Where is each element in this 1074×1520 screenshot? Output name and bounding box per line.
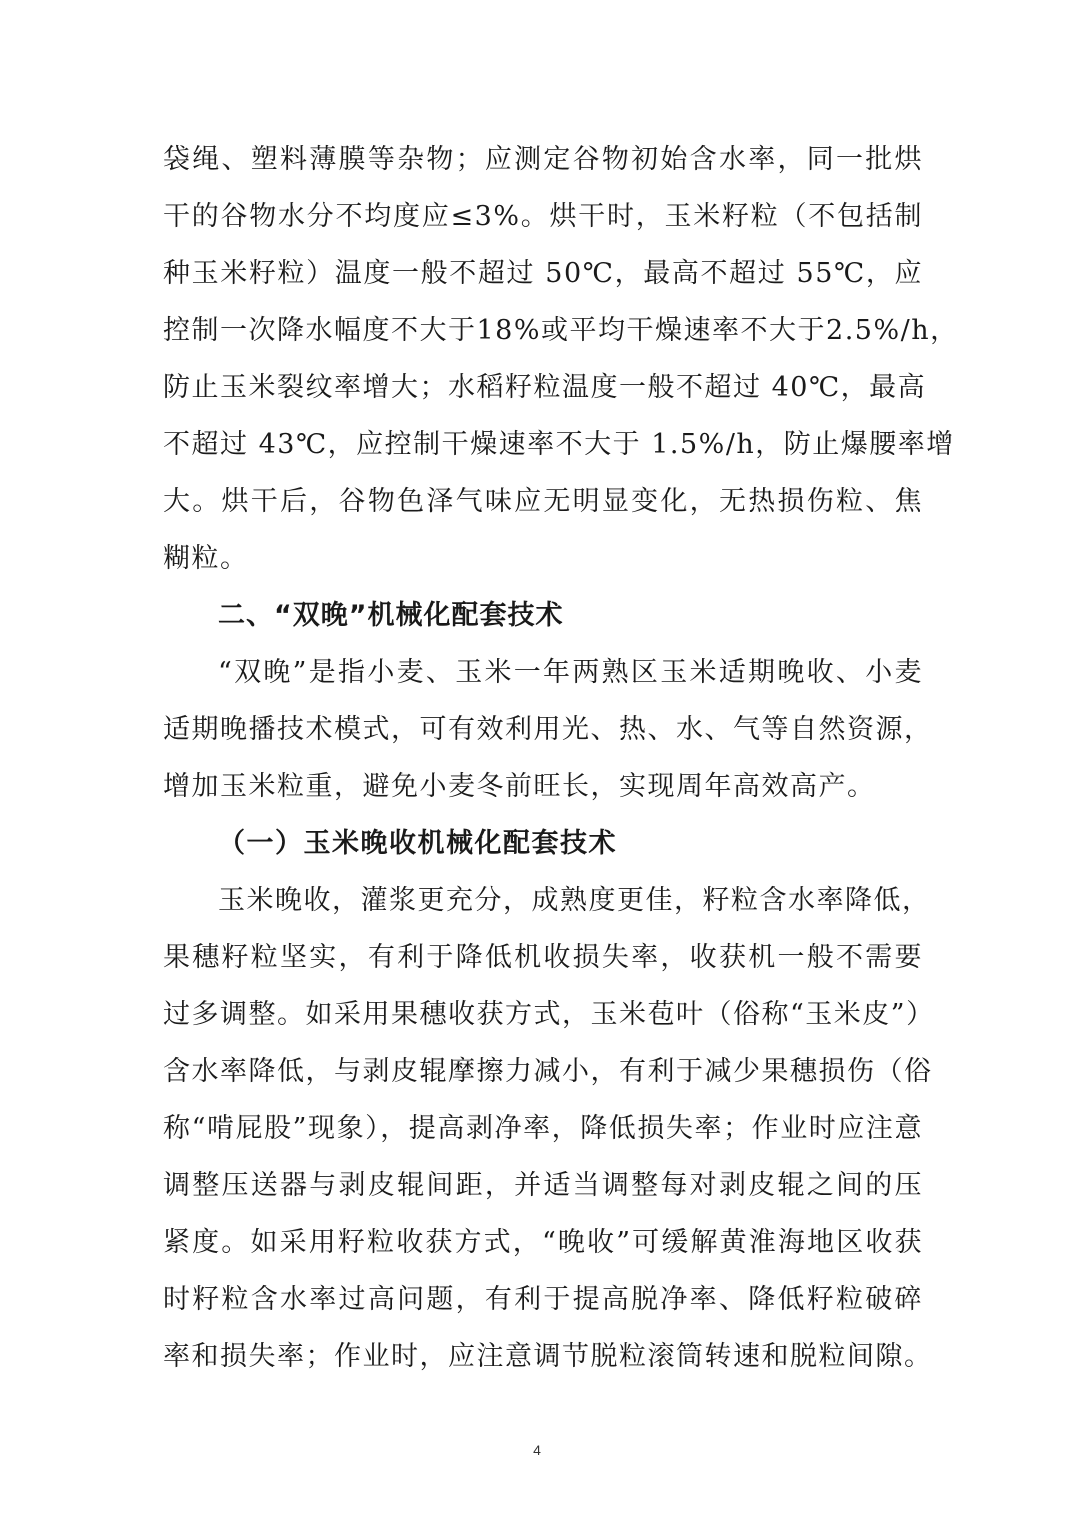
paragraph-line: 增加玉米粒重，避免小麦冬前旺长，实现周年高效高产。	[163, 771, 876, 802]
subsection-heading: （一）玉米晚收机械化配套技术	[218, 828, 617, 859]
paragraph-line: 紧度。如采用籽粒收获方式，“晚收”可缓解黄淮海地区收获	[163, 1227, 923, 1258]
page-number: 4	[533, 1442, 541, 1458]
paragraph-line: 调整压送器与剥皮辊间距，并适当调整每对剥皮辊之间的压	[163, 1170, 923, 1201]
paragraph-line: 玉米晚收，灌浆更充分，成熟度更佳，籽粒含水率降低，	[218, 885, 931, 916]
section-heading: 二、“双晚”机械化配套技术	[218, 600, 564, 631]
paragraph-line: “双晚”是指小麦、玉米一年两熟区玉米适期晚收、小麦	[218, 657, 923, 688]
paragraph-line: 大。烘干后，谷物色泽气味应无明显变化，无热损伤粒、焦	[163, 486, 923, 517]
paragraph-line: 含水率降低，与剥皮辊摩擦力减小，有利于减少果穗损伤（俗	[163, 1056, 933, 1087]
paragraph-line: 糊粒。	[163, 543, 249, 574]
paragraph-line: 不超过 43℃，应控制干燥速率不大于 1.5%/h，防止爆腰率增	[163, 429, 955, 460]
paragraph-line: 时籽粒含水率过高问题，有利于提高脱净率、降低籽粒破碎	[163, 1284, 923, 1315]
paragraph-line: 果穗籽粒坚实，有利于降低机收损失率，收获机一般不需要	[163, 942, 923, 973]
paragraph-line: 防止玉米裂纹率增大；水稻籽粒温度一般不超过 40℃，最高	[163, 372, 927, 403]
paragraph-line: 干的谷物水分不均度应≤3%。烘干时，玉米籽粒（不包括制	[163, 201, 923, 232]
paragraph-line: 适期晚播技术模式，可有效利用光、热、水、气等自然资源，	[163, 714, 933, 745]
paragraph-line: 过多调整。如采用果穗收获方式，玉米苞叶（俗称“玉米皮”）	[163, 999, 935, 1030]
paragraph-line: 控制一次降水幅度不大于18%或平均干燥速率不大于2.5%/h，	[163, 315, 959, 346]
paragraph-line: 率和损失率；作业时，应注意调节脱粒滚筒转速和脱粒间隙。	[163, 1341, 933, 1372]
paragraph-line: 称“啃屁股”现象），提高剥净率，降低损失率；作业时应注意	[163, 1113, 923, 1144]
paragraph-line: 袋绳、塑料薄膜等杂物；应测定谷物初始含水率，同一批烘	[163, 144, 923, 175]
paragraph-line: 种玉米籽粒）温度一般不超过 50℃，最高不超过 55℃，应	[163, 258, 923, 289]
